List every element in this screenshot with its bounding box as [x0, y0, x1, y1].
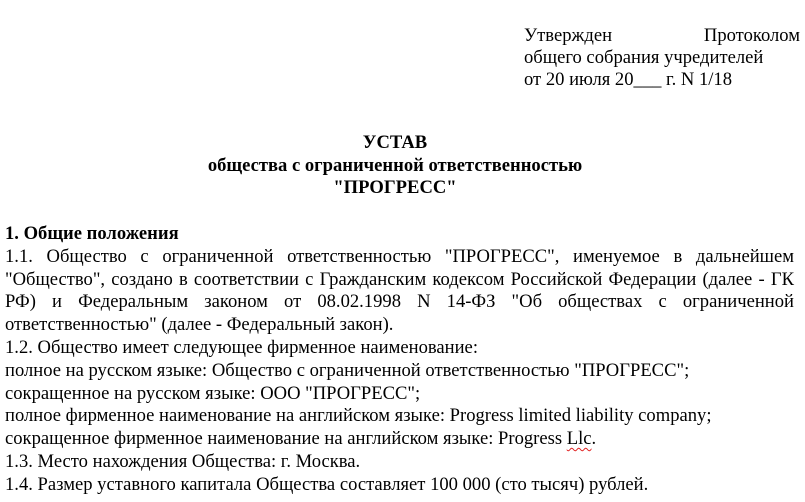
- company-name-short-en-prefix: сокращенное фирменное наименование на английском языке: Progress: [5, 428, 567, 450]
- approval-stamp: [524, 25, 800, 91]
- approval-line-2: общего собрания учредителей: [524, 47, 764, 68]
- paragraph-1-4: 1.4. Размер уставного капитала Общества составляет 100 000 (сто тысяч) рублей.: [5, 473, 649, 495]
- paragraph-1-3: 1.3. Место нахождения Общества: г. Москва.: [5, 450, 361, 472]
- paragraph-1-2: 1.2. Общество имеет следующее фирменное наименование:: [5, 336, 478, 358]
- spellcheck-flagged-word[interactable]: Llc: [566, 428, 592, 450]
- charter-title-block: [0, 132, 790, 200]
- company-name-full-en: полное фирменное наименование на английском языке: Progress limited liability company;: [5, 405, 712, 427]
- approval-protocol-label: Протоколом: [703, 25, 800, 46]
- section-heading-general: 1. Общие положения: [5, 223, 179, 244]
- charter-subtitle: общества с ограниченной ответственностью: [207, 154, 583, 176]
- approval-line-1: [524, 25, 800, 47]
- company-name-title: "ПРОГРЕСС": [333, 177, 457, 198]
- company-name-full-ru: полное на русском языке: Общество с ограниченной ответственностью "ПРОГРЕСС";: [5, 359, 690, 381]
- company-name-short-en: [5, 428, 794, 451]
- approval-line-3: от 20 июля 20___ г. N 1/18: [524, 69, 733, 90]
- company-name-short-ru: сокращенное на русском языке: ООО "ПРОГРЕСС";: [5, 382, 421, 404]
- company-name-short-en-suffix: .: [591, 428, 597, 450]
- document-body: [5, 223, 794, 497]
- charter-title: УСТАВ: [362, 132, 428, 153]
- paragraph-1-1: 1.1. Общество с ограниченной ответственностью "ПРОГРЕСС", именуемое в дальнейшем "Общество", создано в соответствии с Гражданским кодексом Российской Федерации (далее - ГК РФ) и Федеральным законом от 08.02.1998 N 14-ФЗ "Об обществах с ограниченной ответственностью" (далее - Федеральный закон).: [5, 245, 794, 336]
- approval-approved-label: Утвержден: [524, 25, 613, 46]
